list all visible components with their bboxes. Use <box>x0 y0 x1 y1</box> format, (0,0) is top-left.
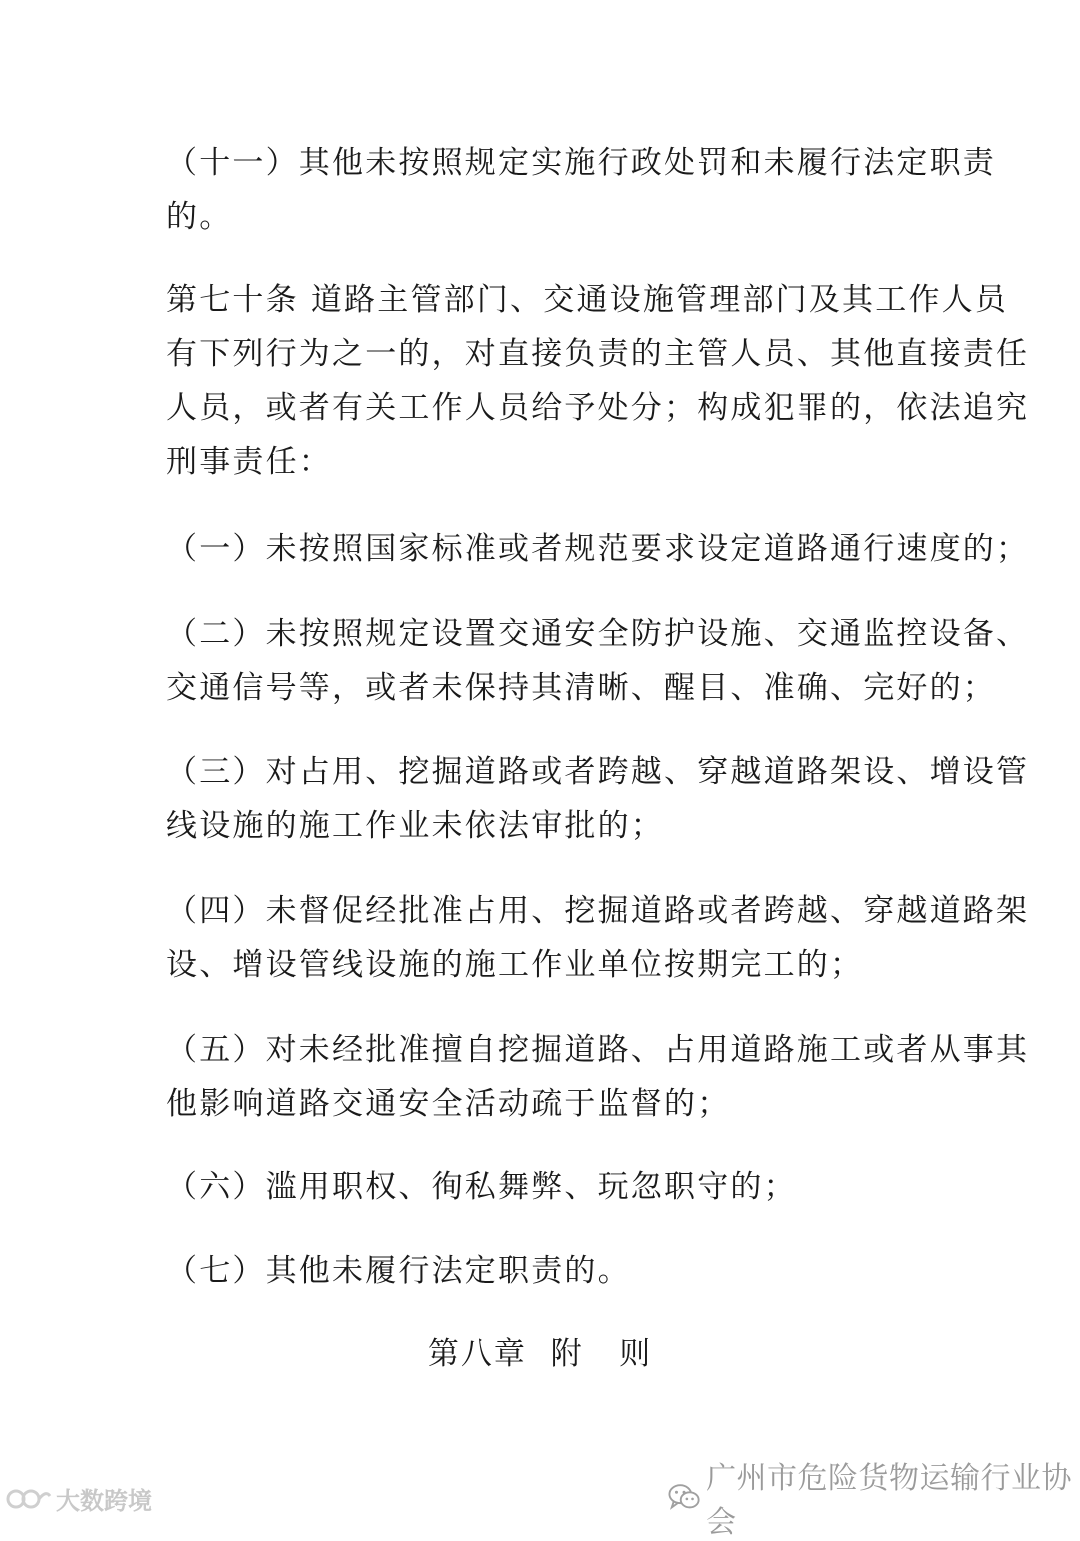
list-item-line: （七）其他未履行法定职责的。 <box>166 1253 631 1289</box>
article-text-line: 有下列行为之一的，对直接负责的主管人员、其他直接责任 <box>166 336 1030 372</box>
list-item-line: （二）未按照规定设置交通安全防护设施、交通监控设备、 <box>166 616 1030 652</box>
article-text-line: 人员，或者有关工作人员给予处分；构成犯罪的，依法追究 <box>166 390 1030 426</box>
article-text-line: 刑事责任： <box>166 444 332 480</box>
text-line: 的。 <box>166 199 233 235</box>
list-item-line: （五）对未经批准擅自挖掘道路、占用道路施工或者从事其 <box>166 1032 1030 1068</box>
corner-brand-name: 大数跨境 <box>56 1487 152 1515</box>
list-item-line: （一）未按照国家标准或者规范要求设定道路通行速度的； <box>166 531 1030 567</box>
list-item-line: （六）滥用职权、徇私舞弊、玩忽职守的； <box>166 1169 797 1205</box>
text-line: （十一）其他未按照规定实施行政处罚和未履行法定职责 <box>166 145 996 181</box>
list-item-line: 线设施的施工作业未依法审批的； <box>166 808 664 844</box>
article-text-line: 第七十条 道路主管部门、交通设施管理部门及其工作人员 <box>166 282 1009 318</box>
brand-logo-icon <box>6 1484 52 1514</box>
list-item-line: （四）未督促经批准占用、挖掘道路或者跨越、穿越道路架 <box>166 893 1030 929</box>
list-item-line: 设、增设管线设施的施工作业单位按期完工的； <box>166 947 864 983</box>
corner-watermark <box>6 1481 152 1516</box>
wechat-account-name: 广州市危险货物运输行业协会 <box>706 1461 1073 1540</box>
list-item-line: 他影响道路交通安全活动疏于监督的； <box>166 1086 731 1122</box>
list-item-line: （三）对占用、挖掘道路或者跨越、穿越道路架设、增设管 <box>166 754 1030 790</box>
chapter-heading: 第八章 附 则 <box>427 1336 653 1372</box>
list-item-line: 交通信号等，或者未保持其清晰、醒目、准确、完好的； <box>166 670 996 706</box>
wechat-icon <box>668 1482 700 1512</box>
